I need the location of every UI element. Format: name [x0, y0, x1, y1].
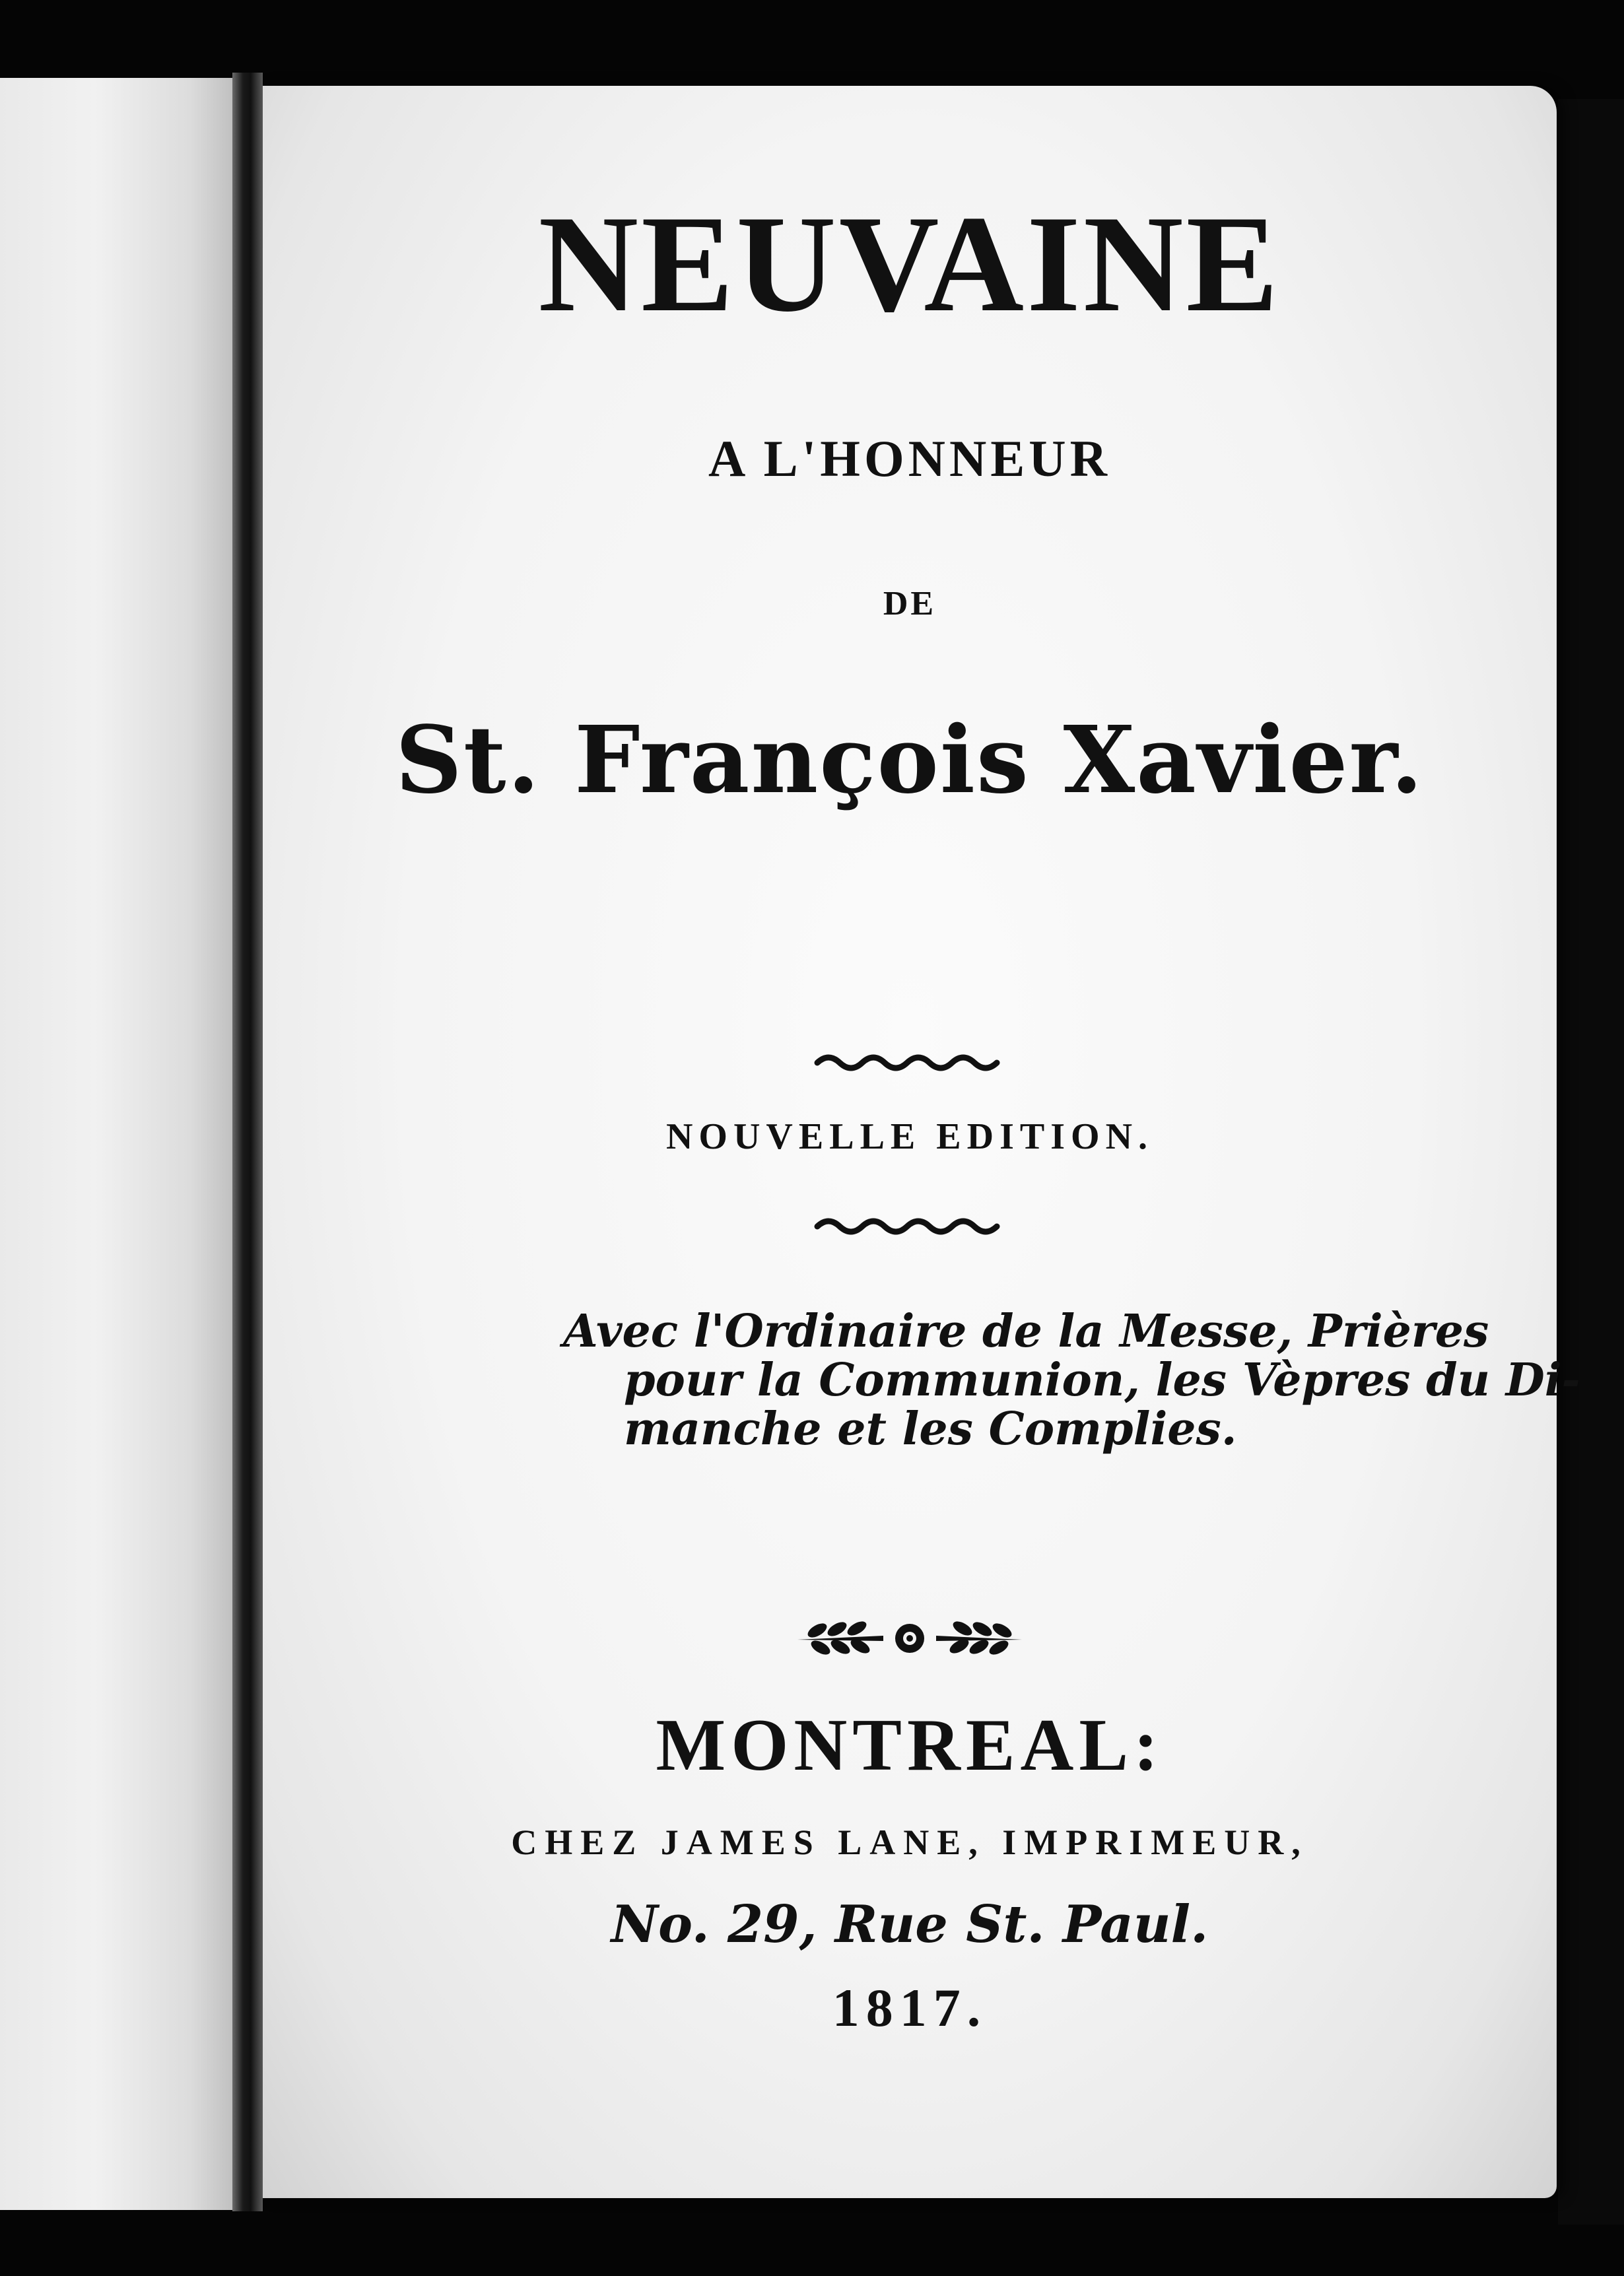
saint-name: St. François Xavier. [395, 706, 1425, 815]
subtitle: A L'HONNEUR [708, 430, 1111, 487]
description-line: Avec l'Ordinaire de la Messe, Prières [563, 1305, 1489, 1358]
imprint-address: No. 29, Rue St. Paul. [611, 1894, 1209, 1955]
laurel-ornament-icon [263, 1611, 1557, 1666]
wavy-rule-icon [263, 1048, 1557, 1077]
imprint-printer: CHEZ JAMES LANE, IMPRIMEUR, [511, 1823, 1308, 1862]
description-line: manche et les Complies. [624, 1403, 1237, 1456]
contents-description [563, 1307, 1624, 1454]
preposition: DE [883, 585, 937, 622]
page-edge-shadow [1558, 99, 1624, 2225]
edition-label: NOUVELLE EDITION. [665, 1116, 1154, 1157]
imprint-city: MONTREAL: [656, 1704, 1164, 1786]
previous-page [0, 78, 238, 2210]
book-title: NEUVAINE [538, 187, 1281, 341]
description-line: pour la Communion, les Vèpres du Di- [624, 1354, 1580, 1407]
title-page [263, 86, 1580, 2198]
book-spine [232, 73, 263, 2211]
wavy-rule-icon [263, 1212, 1557, 1241]
imprint-year: 1817. [832, 1978, 988, 2038]
